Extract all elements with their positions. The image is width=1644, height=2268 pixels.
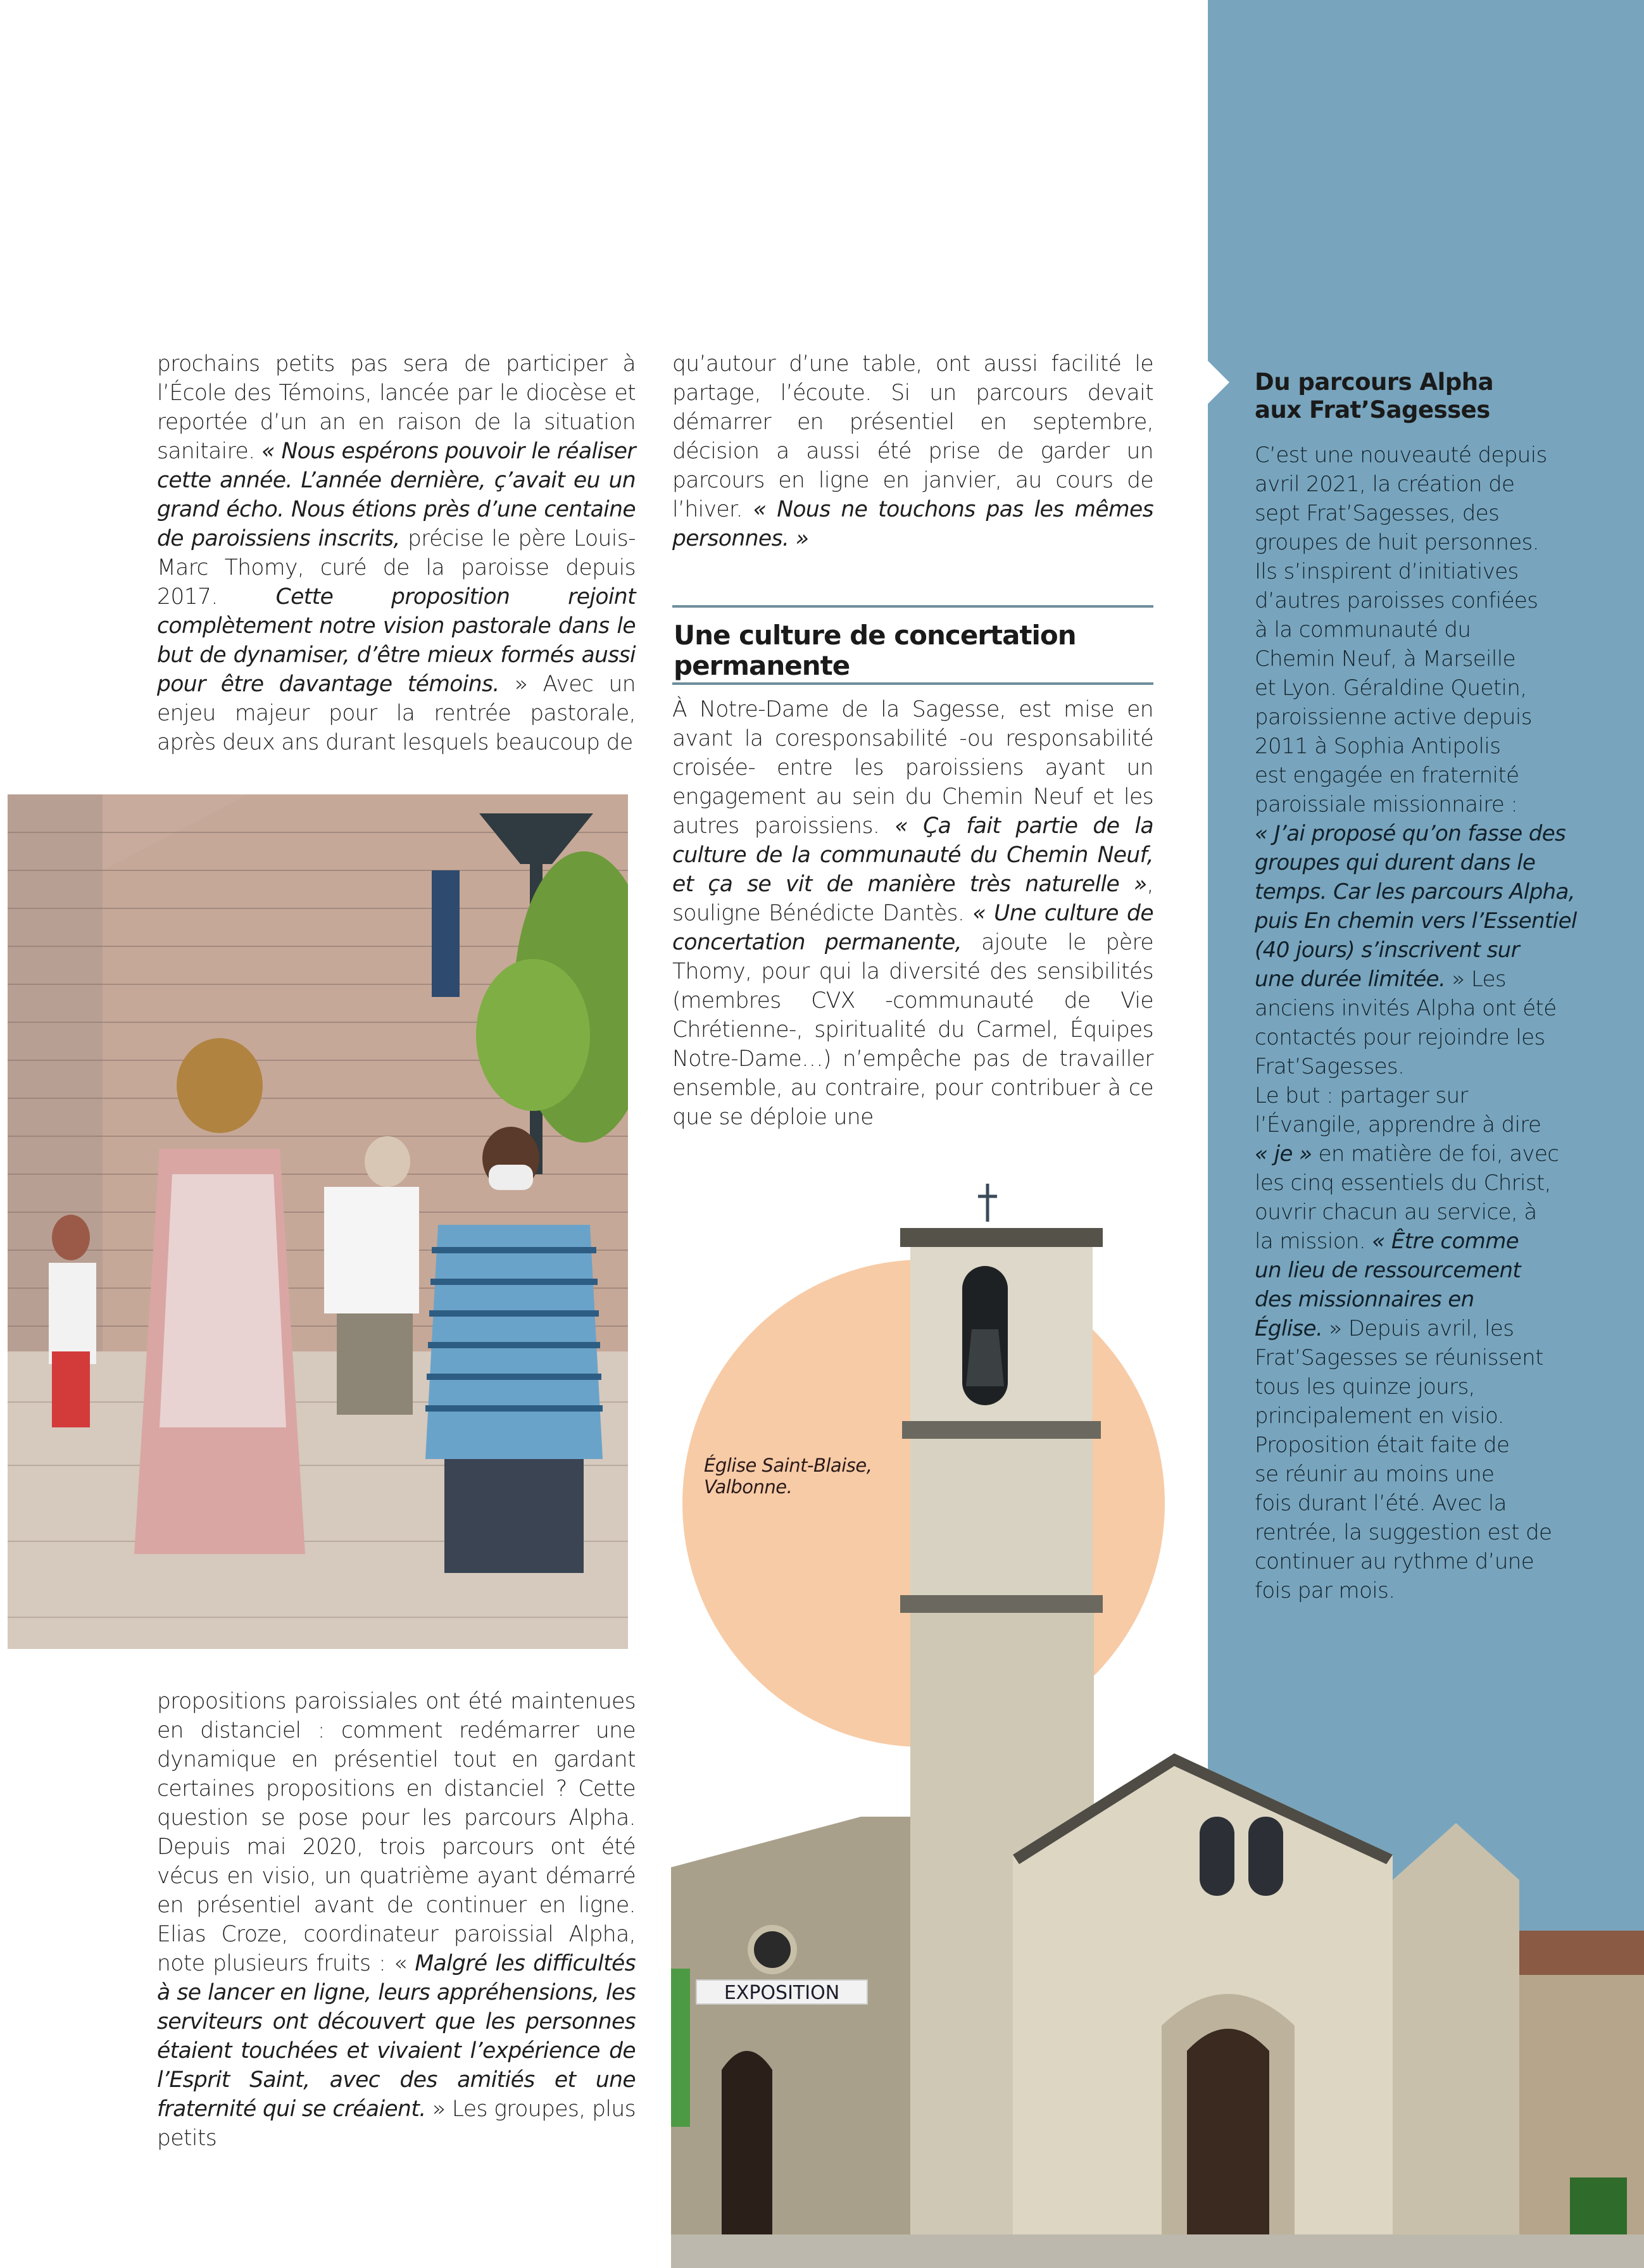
sidebar-line: sept Frat’Sagesses, des — [1255, 501, 1500, 526]
body-text: » Les groupes, plus petits — [157, 2096, 636, 2151]
body-text: propositions paroissiales ont été maintenues en distanciel : comment redémarrer une dynamique en présentiel tout en gardant certaines propositions en distanciel ? Cette question se pose pour les parcours Alpha. Depuis mai 2020, trois parcours ont été vécus en visio, un quatrième ayant démarré en présentiel avant de continuer en ligne. Elias Croze, coordinateur paroissial Alpha, note plusieurs fruits : « — [157, 1689, 636, 1976]
sidebar-line: Le but : partager sur — [1255, 1083, 1468, 1108]
sidebar-line: C’est une nouveauté depuis — [1255, 442, 1547, 468]
sidebar-line: tous les quinze jours, — [1255, 1374, 1475, 1400]
body-text: ajoute le père Thomy, pour qui la diversité des sensibilités (membres CVX -communauté de Vie Chrétienne-, spiritualité du Carmel, Équipes Notre-Dame…) n’empêche pas de travailler ensemble, au contraire, pour contribuer à ce que se déploie une — [672, 930, 1153, 1130]
photo-parishioners-walking — [8, 794, 628, 1649]
sidebar-line — [1255, 965, 1597, 994]
section-rule-top — [672, 605, 1153, 608]
sidebar-line — [1255, 819, 1597, 848]
sidebar-line — [1255, 848, 1597, 877]
sidebar-line: contactés pour rejoindre les — [1255, 1025, 1545, 1050]
sidebar-line: Ils s’inspirent d’initiatives — [1255, 559, 1519, 584]
photo-eglise-saint-blaise — [671, 1184, 1644, 2268]
quote-text: « Nous espérons pouvoir le réaliser cette année. L’année dernière, ç’avait eu un grand écho. Nous étions près d’une centaine de paroissiens inscrits, — [157, 439, 636, 551]
sidebar-line — [1255, 1139, 1597, 1168]
sidebar-quote: (40 jours) s’inscrivent sur — [1255, 937, 1520, 963]
sidebar-line: rentrée, la suggestion est de — [1255, 1520, 1552, 1545]
sidebar-line: Proposition était faite de — [1255, 1432, 1510, 1458]
sidebar-line: Chemin Neuf, à Marseille — [1255, 646, 1515, 672]
sidebar-line: paroissiale missionnaire : — [1255, 792, 1518, 817]
paragraph — [157, 1687, 636, 2153]
sidebar-line: et Lyon. Géraldine Quetin, — [1255, 675, 1527, 701]
section-heading: Une culture de concertation permanente — [674, 620, 1076, 681]
sidebar-line: continuer au rythme d’une — [1255, 1549, 1534, 1574]
body-text: précise le père Louis-Marc Thomy, curé de la paroisse depuis 2017. — [157, 526, 636, 610]
sidebar-text: » Les — [1445, 967, 1507, 992]
sidebar-line: à la communauté du — [1255, 617, 1471, 642]
sidebar-line: les cinq essentiels du Christ, — [1255, 1170, 1551, 1196]
sidebar-line — [1255, 877, 1597, 906]
sidebar-line: Frat’Sagesses se réunissent — [1255, 1345, 1543, 1370]
sidebar-line: avril 2021, la création de — [1255, 472, 1515, 497]
sidebar-line: paroissienne active depuis — [1255, 705, 1532, 730]
sidebar-line: fois durant l’été. Avec la — [1255, 1491, 1507, 1516]
sidebar-quote: un lieu de ressourcement — [1255, 1258, 1521, 1283]
quote-text: « Nous ne touchons pas les mêmes personnes. » — [672, 497, 1153, 551]
sidebar-text: en matière de foi, avec — [1312, 1141, 1559, 1167]
sidebar-line: l’Évangile, apprendre à dire — [1255, 1112, 1541, 1137]
sidebar-quote: « je » — [1255, 1141, 1312, 1167]
paragraph — [672, 695, 1153, 1132]
paragraph — [672, 349, 1153, 553]
sidebar-quote: puis En chemin vers l’Essentiel — [1255, 908, 1577, 934]
article-column-2-top — [672, 349, 1153, 553]
sidebar-quote: des missionnaires en — [1255, 1287, 1474, 1312]
body-text: prochains petits pas sera de participer à l’École des Témoins, lancée par le diocèse et reportée d’un an en raison de la situation sanitaire. — [157, 351, 636, 464]
body-text: » Avec un enjeu majeur pour la rentrée pastorale, après deux ans durant lesquels beaucoup de — [157, 672, 636, 755]
sidebar-quote: « Être comme — [1372, 1229, 1519, 1254]
quote-text: Malgré les difficultés à se lancer en ligne, leurs appréhensions, les serviteurs ont découvert que les personnes étaient touchées et vivaient l’expérience de l’Esprit Saint, avec des amitiés et une fraternité qui se créaient. — [157, 1951, 636, 2122]
sidebar-line — [1255, 906, 1597, 936]
article-column-1-top — [157, 349, 636, 757]
sidebar-line: fois par mois. — [1255, 1578, 1395, 1603]
sidebar-text: la mission. — [1255, 1229, 1372, 1254]
sidebar-line: est engagée en fraternité — [1255, 763, 1519, 788]
sidebar-line: se réunir au moins une — [1255, 1462, 1495, 1487]
quote-text: Cette proposition rejoint complètement notre vision pastorale dans le but de dynamiser, d’être mieux formés aussi pour être davantage témoins. — [157, 584, 636, 697]
sidebar-quote: groupes qui durent dans le — [1255, 850, 1536, 875]
sidebar-line: groupes de huit personnes. — [1255, 530, 1539, 555]
article-column-1-bottom — [157, 1687, 636, 2153]
sidebar-title-line1: Du parcours Alpha — [1255, 368, 1494, 396]
sidebar-text: » Depuis avril, les — [1322, 1316, 1514, 1341]
sidebar-quote: une durée limitée. — [1255, 967, 1446, 992]
sidebar-title — [1255, 368, 1609, 424]
quote-text: « Ça fait partie de la culture de la communauté du Chemin Neuf, et ça se vit de manière très naturelle » — [672, 813, 1153, 897]
paragraph — [157, 349, 636, 757]
sidebar-line: 2011 à Sophia Antipolis — [1255, 734, 1501, 759]
article-column-2-bottom — [672, 695, 1153, 1132]
sidebar-line: anciens invités Alpha ont été — [1255, 996, 1557, 1021]
body-text: À Notre-Dame de la Sagesse, est mise en avant la coresponsabilité -ou responsabilité croisée- entre les paroissiens ayant un engagement au sein du Chemin Neuf et les autres paroissiens. — [672, 697, 1153, 839]
sidebar-line — [1255, 936, 1597, 965]
sidebar-title-line2: aux Frat’Sagesses — [1255, 396, 1490, 423]
sidebar-line: ouvrir chacun au service, à — [1255, 1200, 1537, 1225]
sidebar-line: d’autres paroisses confiées — [1255, 588, 1538, 613]
photo-caption: Église Saint-Blaise, Valbonne. — [704, 1455, 872, 1498]
sidebar-quote: temps. Car les parcours Alpha, — [1255, 879, 1575, 905]
sidebar-quote: « J’ai proposé qu’on fasse des — [1255, 821, 1566, 846]
sidebar-line: principalement en visio. — [1255, 1403, 1504, 1429]
exposition-sign-text: EXPOSITION — [724, 1982, 840, 2004]
sidebar-notch-arrow — [1208, 361, 1229, 404]
body-text: qu’autour d’une table, ont aussi facilité le partage, l’écoute. Si un parcours devait démarrer en présentiel en septembre, décision a aussi été prise de garder un parcours en ligne en janvier, au cours de l’hiver. — [672, 351, 1153, 522]
sidebar-line: Frat’Sagesses. — [1255, 1054, 1405, 1079]
sidebar-quote: Église. — [1255, 1316, 1323, 1341]
body-text: , souligne Bénédicte Dantès. — [672, 872, 1153, 926]
section-rule-bottom — [672, 682, 1153, 685]
quote-text: « Une culture de concertation permanente, — [672, 901, 1153, 955]
